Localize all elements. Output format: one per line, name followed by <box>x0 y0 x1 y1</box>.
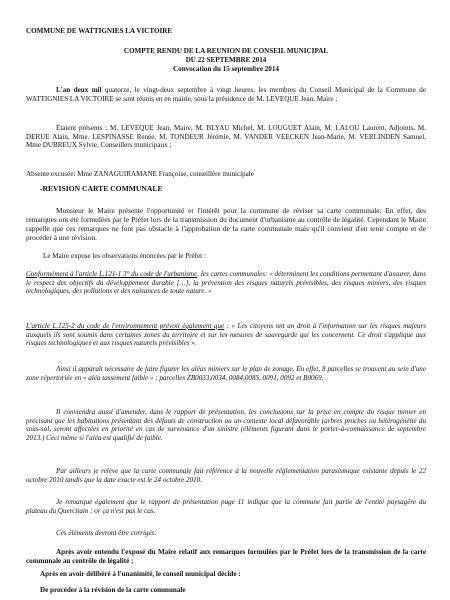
observation-quercitain: Je remarque également que le rapport de présentation page 11 indique que la commune fait partie de l'entité paysagère du plateau du Quercitain ; or ça n'est pas le cas. <box>26 498 426 515</box>
observation-aleas-miniers: Ainsi il apparaît nécessaire de faire figurer les aléas miniers sur le plan de zonage. En effet, 8 parcelles se trouvent au sein d'une zone répertoriée en « aléa tassement faible » ; parcelles ZB0033,0034, 0084,0085, 0091, 0092 et B0069. <box>26 365 426 382</box>
decision-item-1: De procéder à la révision de la carte communale <box>40 586 186 594</box>
expose-paragraph: Le Maire expose les observations énoncées par le Préfet : <box>43 252 206 260</box>
convocation-line: Convocation du 15 septembre 2014 <box>173 65 279 73</box>
urbanisme-article-link: Conformément à l'article L.121-1 3° du code de l'urbanisme <box>26 270 198 278</box>
environnement-article-text: : « Les citoyens ont un droit à l'information sur les risques majeurs auxquels ils sont soumis dans certaines zones du territoire et sur les mesures de sauvegarde qui les concernent. Ce droit s'applique aux risques technologiques et aux risques naturels prévisibles ». <box>26 322 426 348</box>
conclusion-paragraph: Après avoir entendu l'exposé du Maire relatif aux remarques formulées par le Préfet lors de la transmission de la carte communale au contrôle de légalité ; <box>26 548 426 565</box>
observation-environnement <box>26 322 426 348</box>
observation-risque-minier: Il conviendra aussi d'amender, dans le rapport de présentation, les conclusions sur la prise en compte du risque minier en précisant que les habitations présentant des défauts de construction ou un contexte local défavorable (arbres proches ou hétérogénéité du sous-sol, seront affectées en priorité en cas de survenance d'un sinistre (éléments figurant dans le porter-à-connaissance de septembre 2013.) Ceci même si l'aléa est qualifié de faible. <box>26 408 426 442</box>
observation-urbanisme <box>26 270 426 296</box>
report-date: DU 22 SEPTEMBRE 2014 <box>185 56 267 64</box>
mayor-paragraph: Monsieur le Maire présente l'opportunité et l'intérêt pour la commune de réviser sa carte communale. En effet, des remarques ont été formulées par le Préfet lors de la transmission du document d'urbanisme au contrôle de légalité. Cependant le Maire rappelle que ces remarques ne font pas obstacle à l'approbation de la carte communale mais qu'il convient d'en tenir compte et de procéder à une révision. <box>26 206 426 242</box>
environnement-article-link: L'article L.125-2 du code de l'environnement prévoit également que <box>26 322 225 330</box>
absent-paragraph: Absente excusée: Mme ZANAGUIRAMANE Françoise, conseillère municipale <box>26 170 254 178</box>
intro-lead: L'an deux mil <box>56 86 102 94</box>
section-title: -REVISION CARTE COMMUNALE <box>40 184 163 193</box>
report-title: COMPTE RENDU DE LA REUNION DE CONSEIL MUNICIPAL <box>123 47 329 55</box>
observation-corrections: Ces éléments devront être corrigés. <box>56 529 157 537</box>
intro-paragraph <box>26 86 426 103</box>
intro-text: quatorze, le vingt-deux septembre à vingt heures, les membres du Conseil Municipal de la Commune de WATTIGNIES LA VICTOIRE se sont réunis en en mairie, sous la présidence de M. LEVEQUE Jean, Maire ; <box>26 86 427 103</box>
decision-heading: Après en avoir délibéré à l'unanimité, le conseil municipal décide : <box>40 570 241 578</box>
urbanisme-article-text: , les cartes communales: « déterminent les conditions permettant d'assurer, dans le respect des objectifs du développement durable […], la prévention des risques naturels prévisibles, des risques miniers, des risques technologiques, des pollutions et des nuisances de toute nature. » <box>26 270 426 296</box>
commune-name: COMMUNE DE WATTIGNIES LA VICTOIRE <box>26 27 173 35</box>
observation-parasismique: Par ailleurs je relève que la carte communale fait référence à la nouvelle réglementation parasismique existante depuis le 22 octobre 2010 tandis que la date exacte est le 24 octobre 2010. <box>26 467 426 484</box>
presents-paragraph: Etaient présents : M. LEVEQUE Jean, Maire, M. BLYAU Michel, M. LOUGUET Alain, M. LALOU Laurent, Adjoints, M. DERUE Alain, Mme. LESPINASSE Renée, M. TONDEUR Jérémie, M. VANDER VEECKEN Jean-Marie, M. VERLINDEN Samuel, Mme DUBREUX Sylvie, Conseillers municipaux ; <box>26 124 426 150</box>
